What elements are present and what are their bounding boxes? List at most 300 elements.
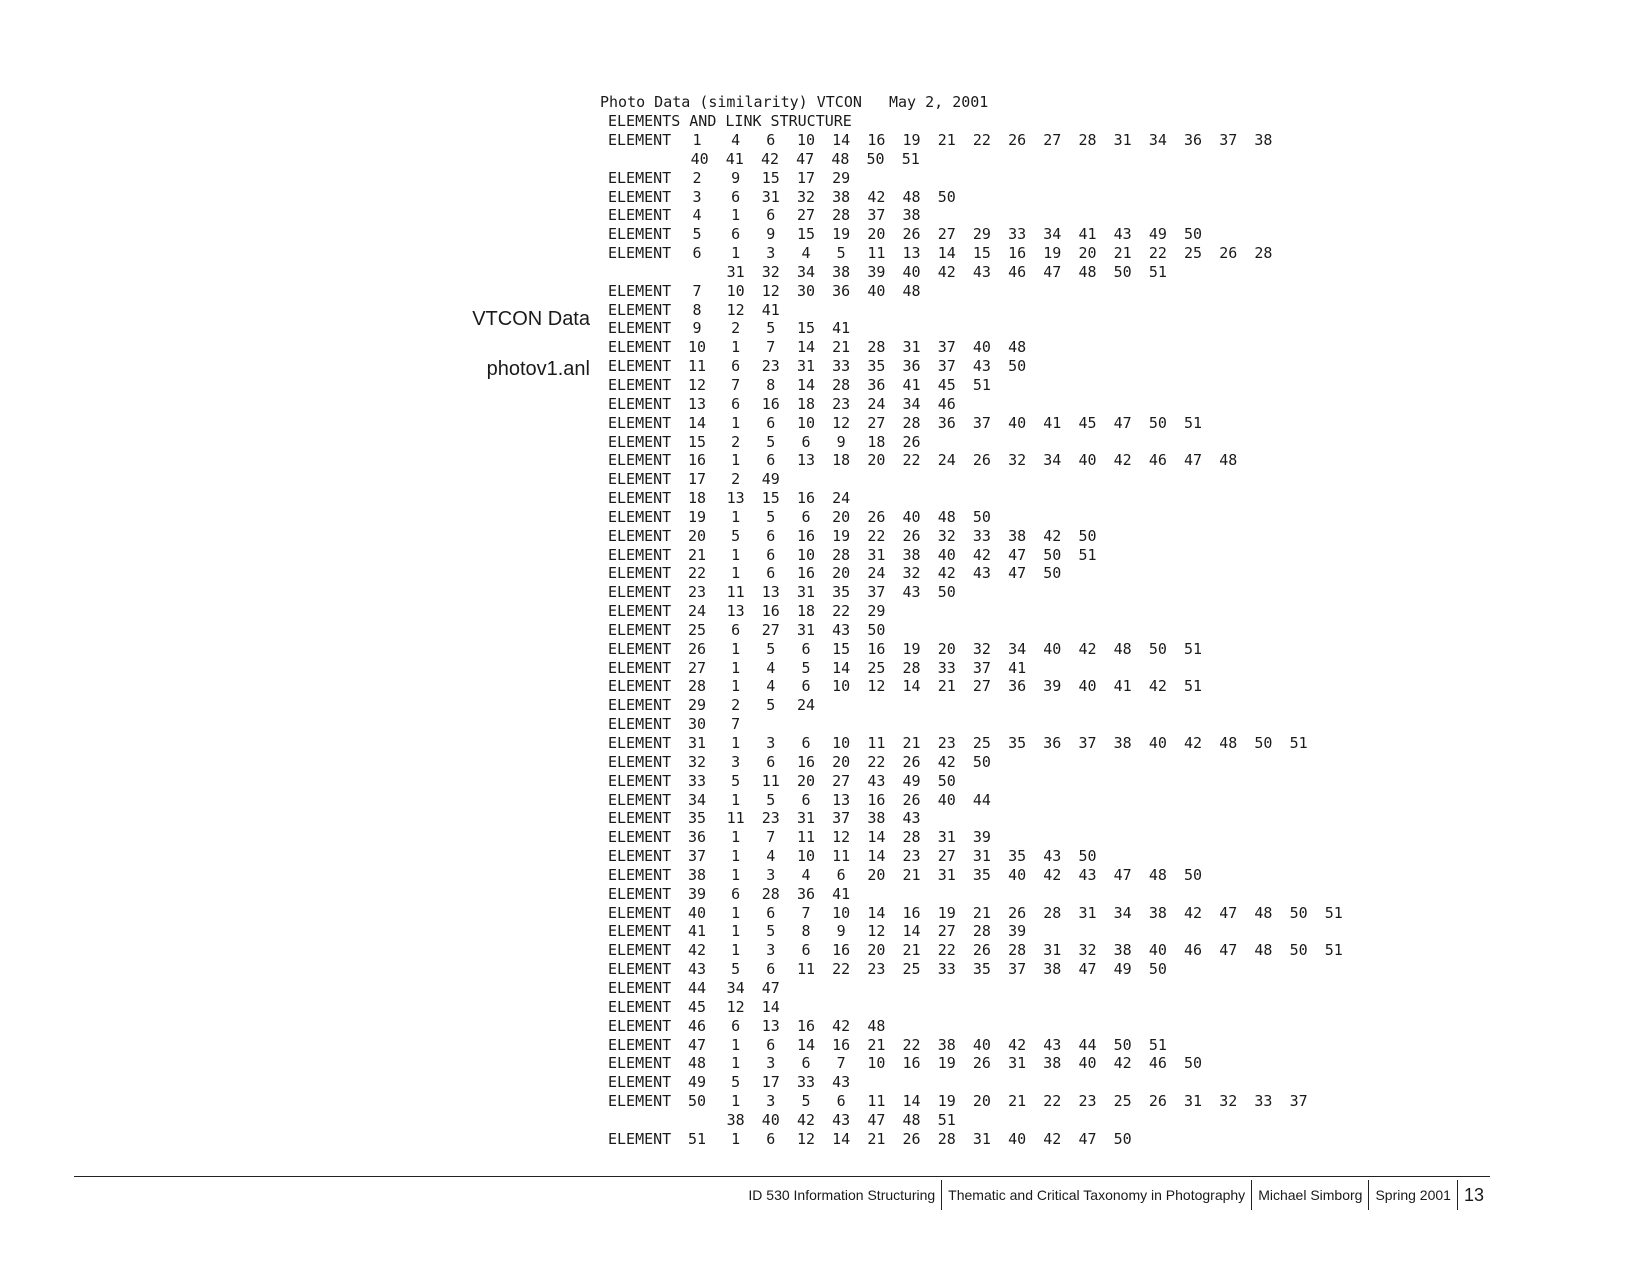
link-value: 12 [832, 413, 851, 432]
link-value: 10 [832, 677, 851, 696]
link-value: 31 [1113, 131, 1132, 149]
link-value: 51 [1324, 941, 1343, 960]
link-value: 26 [1008, 903, 1027, 922]
link-value: 22 [972, 131, 991, 149]
link-value: 20 [867, 225, 886, 244]
link-value: 29 [832, 168, 851, 187]
link-value: 14 [796, 1035, 815, 1054]
link-value: 46 [1148, 451, 1167, 470]
element-row [608, 451, 1351, 470]
link-value: 14 [902, 922, 921, 941]
link-value: 46 [937, 394, 956, 413]
link-value: 41 [725, 149, 744, 168]
element-number: 26 [687, 639, 707, 658]
link-value: 16 [867, 639, 886, 658]
link-value: 42 [972, 545, 991, 564]
link-value: 23 [1078, 1092, 1097, 1111]
element-number: 25 [687, 620, 707, 639]
link-value: 16 [796, 1016, 815, 1035]
link-value: 50 [1113, 1129, 1132, 1148]
link-value: 34 [726, 978, 745, 997]
link-value: 1 [731, 244, 741, 263]
link-value: 1 [731, 1092, 741, 1111]
link-value: 32 [902, 564, 921, 583]
link-value: 24 [867, 564, 886, 583]
element-row [608, 677, 1351, 696]
link-value: 6 [731, 394, 741, 413]
link-value: 9 [766, 225, 776, 244]
element-number: 49 [687, 1073, 707, 1092]
element-number: 40 [687, 903, 707, 922]
link-value: 28 [902, 828, 921, 847]
link-value: 6 [801, 432, 811, 451]
link-value: 17 [796, 168, 815, 187]
element-number: 44 [687, 978, 707, 997]
link-value: 47 [1078, 1129, 1097, 1148]
link-value: 42 [1184, 903, 1203, 922]
element-number: 27 [687, 658, 707, 677]
link-value: 16 [796, 526, 815, 545]
link-value: 26 [972, 451, 991, 470]
element-number: 10 [687, 338, 707, 357]
link-value: 50 [1148, 639, 1167, 658]
link-value: 47 [796, 149, 815, 168]
link-value: 43 [832, 1073, 851, 1092]
link-value: 38 [1008, 526, 1027, 545]
link-value: 39 [1008, 922, 1027, 941]
link-value: 14 [867, 903, 886, 922]
link-value: 6 [766, 451, 776, 470]
link-value: 47 [1043, 262, 1062, 281]
link-value: 42 [1078, 639, 1097, 658]
element-row [608, 659, 1351, 678]
element-row [608, 527, 1351, 546]
link-value: 43 [972, 357, 991, 376]
link-value: 10 [796, 847, 815, 866]
link-value: 20 [832, 752, 851, 771]
element-keyword: ELEMENT [608, 168, 672, 187]
link-value: 13 [761, 583, 780, 602]
link-value: 22 [902, 451, 921, 470]
link-value: 1 [731, 941, 741, 960]
link-value: 37 [1008, 960, 1027, 979]
footer [742, 1180, 1490, 1210]
element-row [608, 1017, 1351, 1036]
link-value: 29 [972, 225, 991, 244]
link-value: 40 [902, 507, 921, 526]
link-value: 5 [766, 922, 776, 941]
element-keyword: ELEMENT [608, 244, 672, 263]
element-row [608, 979, 1351, 998]
link-value: 45 [1078, 413, 1097, 432]
link-value: 41 [902, 375, 921, 394]
link-value: 7 [801, 903, 811, 922]
link-value: 48 [937, 507, 956, 526]
link-value: 47 [761, 978, 780, 997]
link-value: 50 [1184, 865, 1203, 884]
link-value: 47 [1113, 413, 1132, 432]
element-number: 9 [692, 319, 702, 338]
link-value: 44 [1078, 1035, 1097, 1054]
link-value: 24 [937, 451, 956, 470]
link-value: 16 [796, 564, 815, 583]
link-value: 32 [972, 639, 991, 658]
element-number: 35 [687, 809, 707, 828]
link-value: 1 [731, 903, 741, 922]
element-row [608, 1073, 1351, 1092]
link-value: 15 [832, 639, 851, 658]
link-value: 40 [1078, 1054, 1097, 1073]
link-value: 49 [1148, 225, 1167, 244]
element-row [608, 225, 1351, 244]
link-value: 50 [1184, 1054, 1203, 1073]
link-value: 1 [731, 564, 741, 583]
link-value: 39 [867, 262, 886, 281]
link-value: 12 [832, 828, 851, 847]
link-value: 27 [832, 771, 851, 790]
element-number: 51 [687, 1129, 707, 1148]
element-row [608, 376, 1351, 395]
link-value: 47 [1008, 564, 1027, 583]
link-value: 6 [836, 1092, 846, 1111]
link-value: 3 [766, 941, 776, 960]
link-value: 1 [731, 828, 741, 847]
link-value: 47 [1184, 451, 1203, 470]
link-value: 48 [902, 1110, 921, 1129]
element-number: 24 [687, 602, 707, 621]
link-value: 38 [867, 809, 886, 828]
link-value: 38 [832, 262, 851, 281]
link-value: 50 [1148, 413, 1167, 432]
link-value: 43 [902, 809, 921, 828]
element-keyword: ELEMENT [608, 206, 672, 225]
element-number: 1 [692, 131, 702, 149]
link-value: 12 [761, 281, 780, 300]
element-row [608, 941, 1351, 960]
link-value: 42 [937, 752, 956, 771]
link-value: 43 [1078, 865, 1097, 884]
link-value: 28 [902, 413, 921, 432]
element-number: 17 [687, 470, 707, 489]
element-number: 29 [687, 696, 707, 715]
link-value: 14 [796, 375, 815, 394]
element-keyword: ELEMENT [608, 1054, 672, 1073]
link-value: 34 [796, 262, 815, 281]
link-value: 48 [831, 149, 850, 168]
link-value: 13 [761, 1016, 780, 1035]
link-value: 40 [1008, 1129, 1027, 1148]
link-value: 42 [760, 149, 779, 168]
link-value: 3 [766, 734, 776, 752]
link-value: 17 [761, 1073, 780, 1092]
element-row [608, 715, 1351, 734]
link-value: 31 [796, 583, 815, 602]
link-value: 40 [1043, 639, 1062, 658]
link-value: 1 [731, 545, 741, 564]
link-value: 3 [766, 865, 776, 884]
link-value: 13 [796, 451, 815, 470]
link-value: 34 [1043, 451, 1062, 470]
element-row [608, 357, 1351, 376]
link-value: 12 [726, 300, 745, 319]
link-value: 5 [766, 790, 776, 809]
link-value: 47 [1008, 545, 1027, 564]
link-value: 36 [1008, 677, 1027, 696]
element-number: 48 [687, 1054, 707, 1073]
link-value: 7 [766, 338, 776, 357]
link-value: 40 [1078, 677, 1097, 696]
link-value: 21 [972, 903, 991, 922]
link-value: 31 [937, 865, 956, 884]
element-keyword: ELEMENT [608, 1129, 672, 1148]
link-value: 40 [937, 790, 956, 809]
element-row [608, 564, 1351, 583]
link-value: 40 [1078, 451, 1097, 470]
element-keyword: ELEMENT [608, 922, 672, 941]
link-value: 39 [972, 828, 991, 847]
link-value: 48 [1254, 903, 1273, 922]
link-value: 6 [731, 1016, 741, 1035]
link-value: 11 [867, 1092, 886, 1111]
link-value: 11 [867, 244, 886, 263]
link-value: 48 [1148, 865, 1167, 884]
element-number: 23 [687, 583, 707, 602]
link-value: 1 [731, 734, 741, 752]
link-value: 38 [1043, 960, 1062, 979]
link-value: 50 [1078, 847, 1097, 866]
link-value: 13 [726, 602, 745, 621]
link-value: 31 [1008, 1054, 1027, 1073]
link-value: 36 [867, 375, 886, 394]
link-value: 31 [761, 187, 780, 206]
link-value: 6 [766, 413, 776, 432]
element-keyword: ELEMENT [608, 507, 672, 526]
element-row [608, 885, 1351, 904]
link-value: 28 [832, 375, 851, 394]
element-number: 36 [687, 828, 707, 847]
link-value: 21 [867, 1035, 886, 1054]
link-value: 10 [796, 131, 815, 149]
link-value: 43 [832, 1110, 851, 1129]
link-value: 51 [901, 149, 920, 168]
link-value: 1 [731, 451, 741, 470]
link-value: 1 [731, 1054, 741, 1073]
element-keyword: ELEMENT [608, 734, 672, 752]
link-value: 6 [801, 507, 811, 526]
link-value: 34 [1113, 903, 1132, 922]
link-value: 3 [766, 244, 776, 263]
link-value: 36 [832, 281, 851, 300]
link-value: 22 [867, 526, 886, 545]
element-keyword: ELEMENT [608, 432, 672, 451]
link-value: 5 [836, 244, 846, 263]
link-value: 20 [937, 639, 956, 658]
element-number: 30 [687, 715, 707, 734]
element-row [608, 809, 1351, 828]
link-value: 16 [761, 394, 780, 413]
link-value: 47 [1219, 941, 1238, 960]
link-value: 32 [1219, 1092, 1238, 1111]
link-value: 31 [796, 357, 815, 376]
link-value: 45 [937, 375, 956, 394]
link-value: 6 [801, 790, 811, 809]
link-value: 1 [731, 677, 741, 696]
link-value: 28 [937, 1129, 956, 1148]
link-value: 34 [1008, 639, 1027, 658]
link-value: 12 [796, 1129, 815, 1148]
element-row [608, 1036, 1351, 1055]
link-value: 7 [731, 375, 741, 394]
link-value: 51 [972, 375, 991, 394]
element-number: 43 [687, 960, 707, 979]
link-value: 22 [937, 941, 956, 960]
link-value: 21 [1113, 244, 1132, 263]
link-value: 40 [972, 338, 991, 357]
link-value: 41 [832, 884, 851, 903]
link-value: 23 [832, 394, 851, 413]
link-value: 28 [1078, 131, 1097, 149]
link-value: 42 [937, 564, 956, 583]
link-value: 5 [801, 1092, 811, 1111]
element-number: 7 [692, 281, 702, 300]
link-value: 13 [832, 790, 851, 809]
link-value: 50 [1008, 357, 1027, 376]
element-listing [608, 131, 1351, 1149]
link-value: 41 [1043, 413, 1062, 432]
link-value: 6 [836, 865, 846, 884]
link-value: 42 [832, 1016, 851, 1035]
element-number: 12 [687, 375, 707, 394]
link-value: 40 [1148, 941, 1167, 960]
link-value: 36 [796, 884, 815, 903]
element-number: 11 [687, 357, 707, 376]
link-value: 26 [867, 507, 886, 526]
link-value: 6 [766, 903, 776, 922]
link-value: 51 [937, 1110, 956, 1129]
link-value: 47 [867, 1110, 886, 1129]
link-value: 15 [796, 225, 815, 244]
link-value: 1 [731, 1129, 741, 1148]
link-value: 27 [937, 847, 956, 866]
link-value: 35 [867, 357, 886, 376]
element-row [608, 131, 1351, 150]
link-value: 31 [1043, 941, 1062, 960]
link-value: 31 [796, 809, 815, 828]
element-number: 38 [687, 865, 707, 884]
link-value: 49 [761, 470, 780, 489]
element-keyword: ELEMENT [608, 790, 672, 809]
link-value: 32 [761, 262, 780, 281]
link-value: 36 [1043, 734, 1062, 752]
link-value: 19 [832, 526, 851, 545]
element-row [608, 489, 1351, 508]
link-value: 32 [1078, 941, 1097, 960]
link-value: 6 [801, 639, 811, 658]
link-value: 47 [1219, 903, 1238, 922]
link-value: 31 [1078, 903, 1097, 922]
element-keyword: ELEMENT [608, 1073, 672, 1092]
element-keyword: ELEMENT [608, 583, 672, 602]
link-value: 20 [832, 564, 851, 583]
link-value: 14 [867, 828, 886, 847]
link-value: 14 [761, 997, 780, 1016]
link-value: 34 [902, 394, 921, 413]
element-keyword: ELEMENT [608, 696, 672, 715]
element-keyword: ELEMENT [608, 978, 672, 997]
element-row [608, 696, 1351, 715]
link-value: 5 [766, 507, 776, 526]
link-value: 4 [766, 677, 776, 696]
link-value: 6 [766, 752, 776, 771]
link-value: 10 [796, 545, 815, 564]
link-value: 27 [796, 206, 815, 225]
link-value: 48 [1078, 262, 1097, 281]
element-row [608, 470, 1351, 489]
link-value: 42 [1043, 526, 1062, 545]
link-value: 38 [902, 545, 921, 564]
element-row [608, 847, 1351, 866]
link-value: 23 [937, 734, 956, 752]
link-value: 49 [1113, 960, 1132, 979]
element-number: 8 [692, 300, 702, 319]
element-keyword: ELEMENT [608, 847, 672, 866]
side-title: VTCON Data [472, 308, 590, 330]
link-value: 28 [1254, 244, 1273, 263]
element-number: 39 [687, 884, 707, 903]
link-value: 27 [937, 922, 956, 941]
link-value: 50 [866, 149, 885, 168]
link-value: 15 [972, 244, 991, 263]
link-value: 50 [1184, 225, 1203, 244]
link-value: 11 [796, 828, 815, 847]
link-value: 35 [1008, 847, 1027, 866]
link-value: 50 [1113, 262, 1132, 281]
link-value: 16 [832, 1035, 851, 1054]
link-value: 26 [902, 1129, 921, 1148]
link-value: 6 [766, 545, 776, 564]
link-value: 38 [1113, 734, 1132, 752]
link-value: 16 [867, 790, 886, 809]
element-row [608, 508, 1351, 527]
element-row [608, 414, 1351, 433]
link-value: 42 [1043, 865, 1062, 884]
link-value: 5 [731, 960, 741, 979]
link-value: 42 [1148, 677, 1167, 696]
link-value: 12 [726, 997, 745, 1016]
link-value: 6 [801, 734, 811, 752]
link-value: 43 [1113, 225, 1132, 244]
element-number: 46 [687, 1016, 707, 1035]
link-value: 25 [972, 734, 991, 752]
link-value: 6 [766, 1035, 776, 1054]
link-value: 26 [902, 790, 921, 809]
link-value: 20 [1078, 244, 1097, 263]
page-number: 13 [1457, 1180, 1490, 1210]
link-value: 29 [867, 602, 886, 621]
link-value: 39 [1043, 677, 1062, 696]
link-value: 1 [731, 865, 741, 884]
element-row [608, 1130, 1351, 1149]
link-value: 25 [867, 658, 886, 677]
link-value: 43 [1043, 847, 1062, 866]
link-value: 43 [972, 564, 991, 583]
link-value: 31 [726, 262, 745, 281]
link-value: 33 [972, 526, 991, 545]
link-value: 10 [796, 413, 815, 432]
element-keyword: ELEMENT [608, 225, 672, 244]
link-value: 38 [726, 1110, 745, 1129]
element-keyword: ELEMENT [608, 564, 672, 583]
